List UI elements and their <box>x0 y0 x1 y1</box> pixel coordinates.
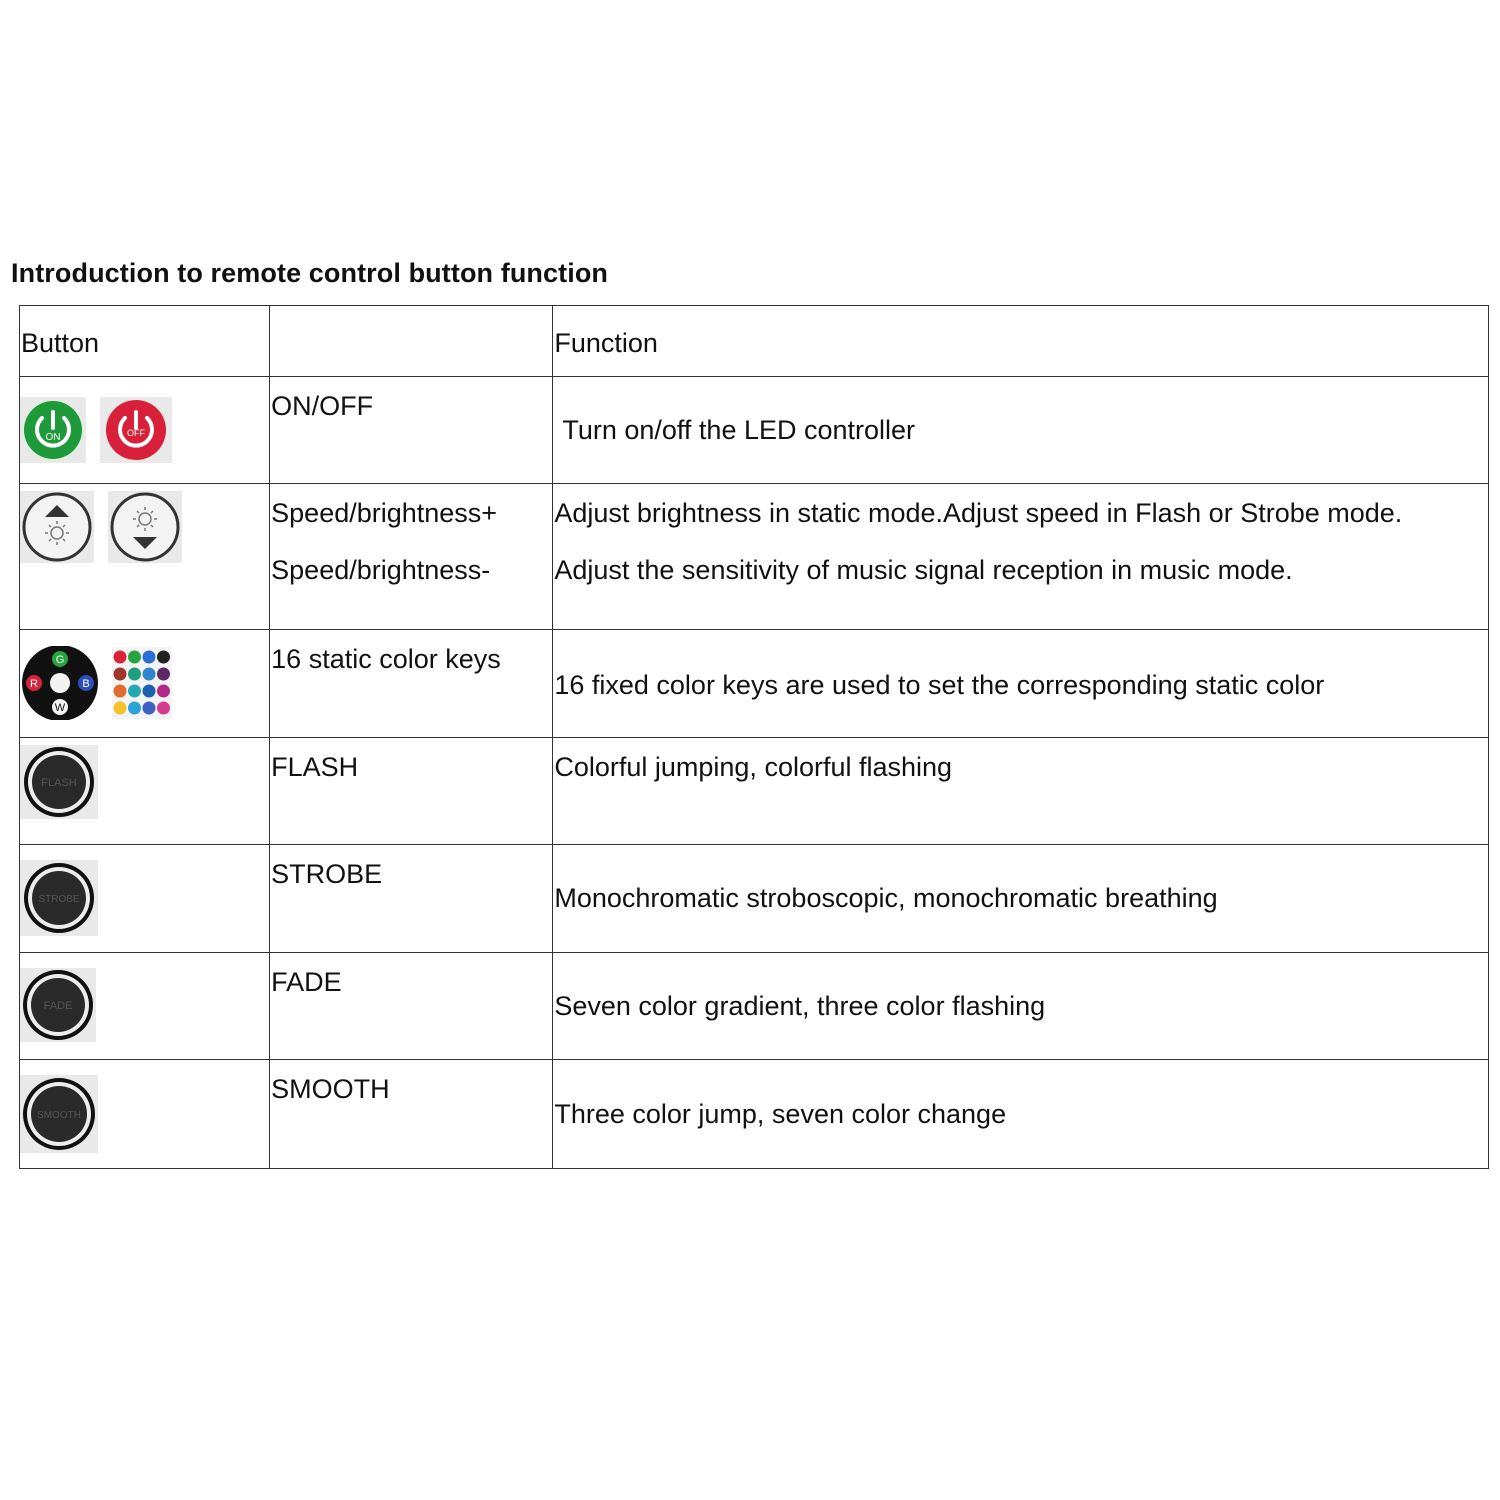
svg-text:B: B <box>82 678 90 690</box>
table-row <box>20 845 1489 953</box>
icon-cell <box>20 377 270 484</box>
icon-cell <box>20 845 270 953</box>
svg-text:W: W <box>54 702 66 714</box>
function-text: Colorful jumping, colorful flashing <box>554 752 953 782</box>
flash-button-icon <box>20 745 98 819</box>
color-key-dot <box>157 651 170 664</box>
smooth-button-icon <box>20 1075 98 1153</box>
color-key-dot <box>128 668 141 681</box>
function-text-2: Adjust the sensitivity of music signal reception in music mode. <box>554 555 1293 585</box>
name-cell <box>270 845 553 953</box>
power-on-icon <box>20 397 86 463</box>
function-cell <box>553 738 1489 845</box>
name-cell <box>270 630 553 738</box>
color-key-dot <box>128 685 141 698</box>
function-text: Adjust brightness in static mode.Adjust speed in Flash or Strobe mode. <box>554 498 1403 528</box>
fade-button-icon <box>20 968 96 1042</box>
header-cell-button: Button <box>20 306 270 377</box>
button-name-minus: Speed/brightness- <box>271 555 491 585</box>
function-cell <box>553 1060 1489 1169</box>
table-row <box>20 738 1489 845</box>
color-key-dot <box>157 702 170 715</box>
function-cell <box>553 377 1489 484</box>
color-key-dot <box>114 702 127 715</box>
color-key-dot <box>157 685 170 698</box>
brightness-down-icon <box>108 491 182 563</box>
name-cell <box>270 1060 553 1169</box>
icon-cell <box>20 1060 270 1169</box>
color-key-dot <box>114 668 127 681</box>
color-key-dot <box>128 651 141 664</box>
header-cell-empty <box>270 306 553 377</box>
function-text: Turn on/off the LED controller <box>562 415 916 445</box>
color-key-dot <box>157 668 170 681</box>
button-name: ON/OFF <box>271 391 374 421</box>
color-key-dot <box>143 685 156 698</box>
svg-text:OFF: OFF <box>127 428 145 438</box>
table-row <box>20 377 1489 484</box>
function-cell <box>553 484 1489 630</box>
icon-cell <box>20 953 270 1060</box>
button-name: FLASH <box>271 752 359 782</box>
button-name: STROBE <box>271 859 383 889</box>
icon-cell <box>20 484 270 630</box>
svg-text:R: R <box>30 678 38 690</box>
name-cell <box>270 953 553 1060</box>
function-text: Three color jump, seven color change <box>554 1099 1007 1129</box>
table-row <box>20 484 1489 630</box>
function-text: Monochromatic stroboscopic, monochromatic breathing <box>554 883 1218 913</box>
name-cell <box>270 377 553 484</box>
function-cell <box>553 845 1489 953</box>
function-text: 16 fixed color keys are used to set the corresponding static color <box>554 670 1325 700</box>
button-name: FADE <box>271 967 342 997</box>
icon-cell <box>20 738 270 845</box>
button-name-plus: Speed/brightness+ <box>271 498 498 528</box>
table-header-row <box>20 306 1489 377</box>
color-key-dot <box>114 651 127 664</box>
function-cell <box>553 630 1489 738</box>
strobe-button-icon <box>20 860 98 936</box>
name-cell <box>270 484 553 630</box>
svg-text:ON: ON <box>45 432 61 443</box>
name-cell <box>270 738 553 845</box>
color-key-dot <box>128 702 141 715</box>
rgbw-keys-icon <box>20 646 100 720</box>
table-row <box>20 1060 1489 1169</box>
function-cell <box>553 953 1489 1060</box>
table-row <box>20 630 1489 738</box>
function-text: Seven color gradient, three color flashing <box>554 991 1046 1021</box>
power-off-icon <box>100 397 172 463</box>
svg-text:FADE: FADE <box>43 1000 73 1012</box>
svg-text:STROBE: STROBE <box>38 894 80 905</box>
brightness-up-icon <box>20 491 94 563</box>
icon-cell <box>20 630 270 738</box>
button-name: SMOOTH <box>271 1074 390 1104</box>
color-key-dot <box>143 702 156 715</box>
color-key-dot <box>114 685 127 698</box>
color-key-dot <box>143 651 156 664</box>
svg-text:G: G <box>55 654 65 666</box>
svg-text:FLASH: FLASH <box>41 777 77 789</box>
page-title: Introduction to remote control button function <box>11 258 609 288</box>
button-function-table <box>19 305 1489 1169</box>
table-row <box>20 953 1489 1060</box>
color-grid-icon <box>112 647 172 719</box>
button-name: 16 static color keys <box>271 644 501 674</box>
svg-text:SMOOTH: SMOOTH <box>37 1110 81 1121</box>
header-cell-function: Function <box>553 306 1489 377</box>
color-key-dot <box>143 668 156 681</box>
